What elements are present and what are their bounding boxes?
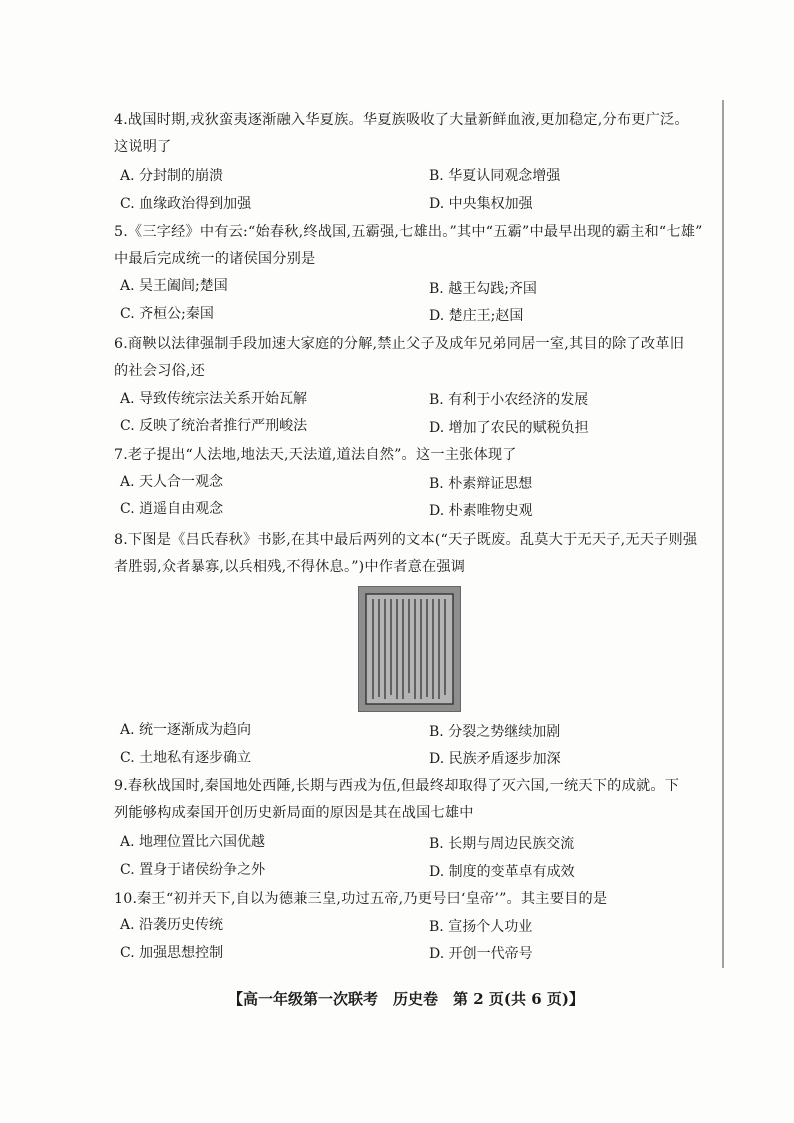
question-4-option-b: B. 华夏认同观念增强: [429, 168, 561, 184]
question-7-option-b: B. 朴素辩证思想: [429, 476, 533, 492]
question-4-option-c: C. 血缘政治得到加强: [120, 196, 252, 212]
question-4-option-d: D. 中央集权加强: [429, 196, 533, 212]
question-7-option-a: A. 天人合一观念: [120, 474, 224, 490]
margin-rule: [722, 100, 724, 968]
question-10-option-c: C. 加强思想控制: [120, 945, 224, 961]
stem-line: 列能够构成秦国开创历史新局面的原因是其在战国七雄中: [114, 805, 474, 821]
question-8-option-c: C. 土地私有逐步确立: [120, 750, 252, 766]
question-8-option-b: B. 分裂之势继续加剧: [429, 724, 561, 740]
question-6-stem: [114, 331, 714, 385]
book-page-image: [358, 586, 461, 712]
question-8-option-a: A. 统一逐渐成为趋向: [120, 722, 252, 738]
question-8-stem: [114, 527, 714, 581]
stem-line: 10.秦王“初并天下,自以为德兼三皇,功过五帝,乃更号曰‘皇帝’”。其主要目的是: [114, 891, 608, 907]
question-7-stem: [114, 442, 714, 469]
question-7-option-d: D. 朴素唯物史观: [429, 503, 533, 519]
question-5-option-d: D. 楚庄王;赵国: [429, 308, 524, 324]
question-4-option-a: A. 分封制的崩溃: [120, 168, 224, 184]
stem-line: 中最后完成统一的诸侯国分别是: [114, 251, 316, 267]
question-9-option-b: B. 长期与周边民族交流: [429, 836, 575, 852]
stem-line: 6.商鞅以法律强制手段加速大家庭的分解,禁止父子及成年兄弟同居一室,其目的除了改革旧: [114, 336, 685, 352]
question-10-option-a: A. 沿袭历史传统: [120, 917, 224, 933]
question-4-stem: [114, 107, 714, 161]
question-5-option-c: C. 齐桓公;秦国: [120, 306, 214, 322]
stem-line: 的社会习俗,还: [114, 363, 206, 379]
question-8-option-d: D. 民族矛盾逐步加深: [429, 751, 561, 767]
question-10-option-b: B. 宣扬个人功业: [429, 919, 533, 935]
question-6-option-b: B. 有利于小农经济的发展: [429, 392, 589, 408]
stem-line: 者胜弱,众者暴寡,以兵相残,不得休息。”)中作者意在强调: [114, 559, 466, 575]
stem-line: 8.下图是《吕氏春秋》书影,在其中最后两列的文本(“天子既废。乱莫大于无天子,无天子则强: [114, 532, 698, 548]
page-footer: 【高一年级第一次联考 历史卷 第 2 页(共 6 页)】: [228, 990, 584, 1008]
stem-line: 7.老子提出“人法地,地法天,天法道,道法自然”。这一主张体现了: [114, 447, 517, 463]
question-9-option-d: D. 制度的变革卓有成效: [429, 864, 575, 880]
stem-line: 5.《三字经》中有云:“始春秋,终战国,五霸强,七雄出。”其中“五霸”中最早出现的霸主和“七雄”: [114, 224, 703, 240]
question-6-option-c: C. 反映了统治者推行严刑峻法: [120, 418, 308, 434]
question-9-option-a: A. 地理位置比六国优越: [120, 834, 266, 850]
question-10-stem: [114, 886, 714, 913]
question-5-option-a: A. 吴王阖闾;楚国: [120, 278, 228, 294]
stem-line: 4.战国时期,戎狄蛮夷逐渐融入华夏族。华夏族吸收了大量新鲜血液,更加稳定,分布更广泛。: [114, 112, 689, 128]
question-9-option-c: C. 置身于诸侯纷争之外: [120, 862, 266, 878]
question-7-option-c: C. 逍遥自由观念: [120, 501, 224, 517]
stem-line: 这说明了: [114, 139, 172, 155]
question-5-stem: [114, 219, 714, 273]
stem-line: 9.春秋战国时,秦国地处西陲,长期与西戎为伍,但最终却取得了灭六国,一统天下的成就。下: [114, 778, 680, 794]
question-9-stem: [114, 773, 714, 827]
question-6-option-a: A. 导致传统宗法关系开始瓦解: [120, 391, 308, 407]
question-5-option-b: B. 越王勾践;齐国: [429, 281, 537, 297]
question-10-option-d: D. 开创一代帝号: [429, 946, 533, 962]
question-6-option-d: D. 增加了农民的赋税负担: [429, 420, 589, 436]
